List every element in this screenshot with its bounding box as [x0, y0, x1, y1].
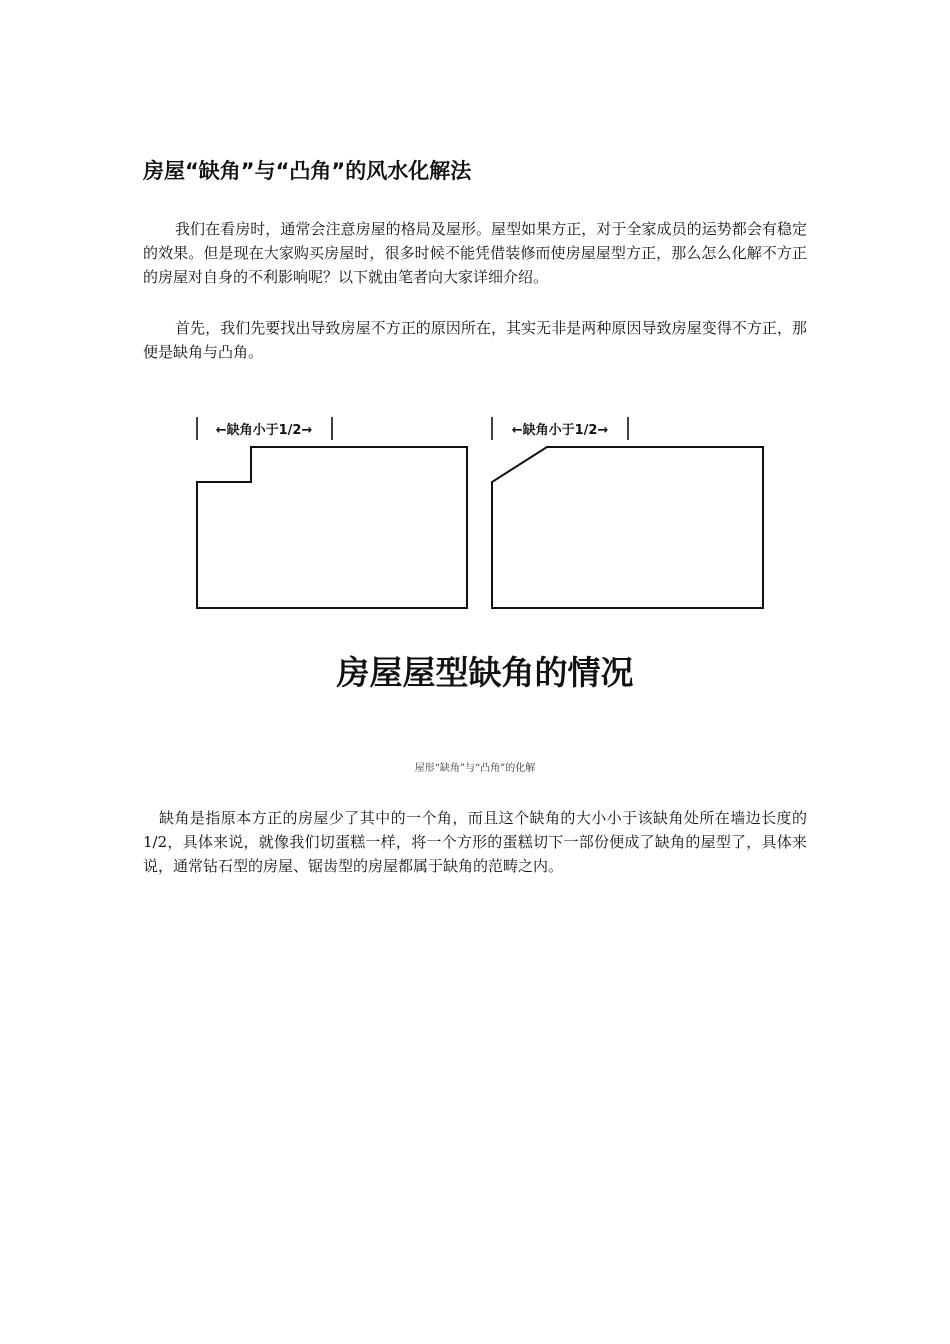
document-title: 房屋“缺角”与“凸角”的风水化解法 [143, 159, 472, 183]
left-floor-plan [197, 417, 467, 608]
right-room-outline [492, 447, 763, 608]
right-floor-plan [492, 417, 763, 608]
left-room-outline [197, 447, 467, 608]
left-dimension-label: ←缺角小于1/2→ [215, 423, 313, 438]
missing-corner-figure [185, 405, 785, 705]
figure-heading: 房屋屋型缺角的情况 [336, 653, 634, 692]
right-dimension-label: ←缺角小于1/2→ [511, 423, 609, 438]
paragraph-causes: 首先，我们先要找出导致房屋不方正的原因所在，其实无非是两种原因导致房屋变得不方正，那便是缺角与凸角。 [143, 319, 807, 361]
paragraph-intro: 我们在看房时，通常会注意房屋的格局及屋形。屋型如果方正，对于全家成员的运势都会有稳定的效果。但是现在大家购买房屋时，很多时候不能凭借装修而使房屋屋型方正，那么怎么化解不方正的房屋对自身的不利影响呢？以下就由笔者向大家详细介绍。 [143, 220, 807, 286]
paragraph-missing-corner: 缺角是指原本方正的房屋少了其中的一个角，而且这个缺角的大小小于该缺角处所在墙边长度的1/2，具体来说，就像我们切蛋糕一样，将一个方形的蛋糕切下一部份便成了缺角的屋型了，具体来说，通常钻石型的房屋、锯齿型的房屋都属于缺角的范畴之内。 [143, 809, 807, 875]
figure-caption: 屋形“缺角”与“凸角”的化解 [414, 763, 536, 774]
